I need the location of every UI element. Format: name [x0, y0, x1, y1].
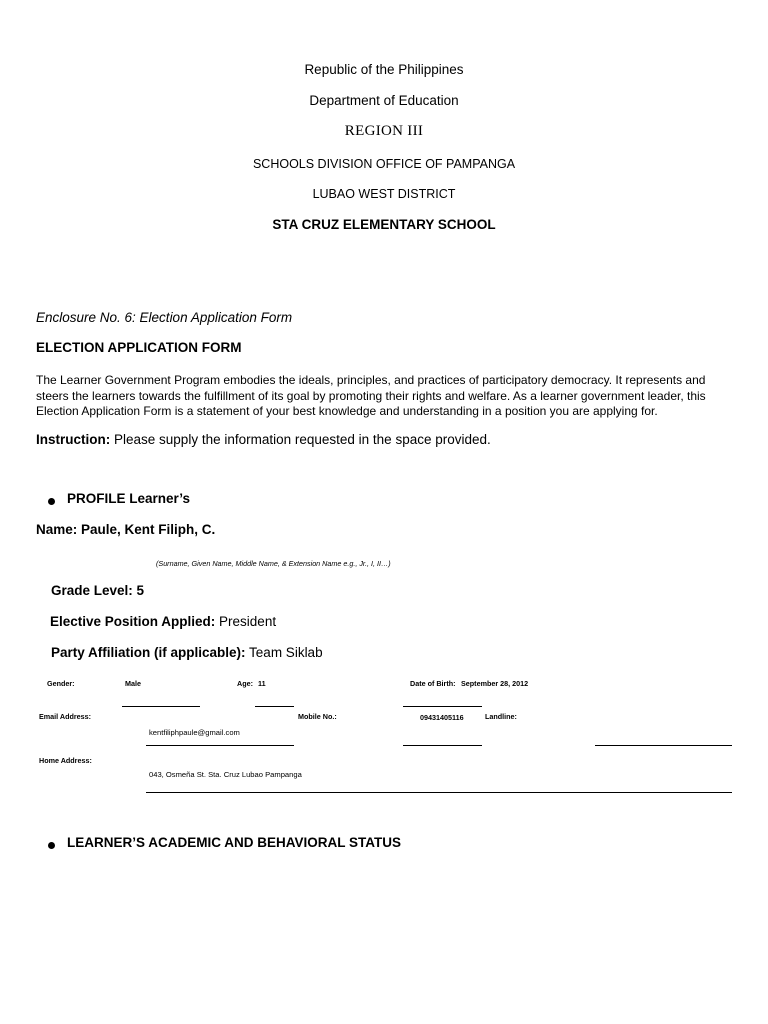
mobile-value: 09431405116	[420, 713, 464, 722]
elective-position-value: President	[219, 614, 277, 629]
landline-label: Landline:	[485, 712, 517, 721]
bullet-icon	[48, 498, 55, 505]
home-address-value: 043, Osmeña St. Sta. Cruz Lubao Pampanga	[149, 770, 302, 779]
gender-label: Gender:	[47, 679, 75, 688]
landline-underline	[595, 745, 732, 746]
enclosure-label: Enclosure No. 6: Election Application Form	[36, 310, 293, 325]
name-format-hint: (Surname, Given Name, Middle Name, & Extension Name e.g., Jr., I, II…)	[156, 559, 391, 568]
instruction-label: Instruction:	[36, 432, 111, 447]
party-affiliation-value: Team Siklab	[249, 645, 323, 660]
party-affiliation-line	[51, 645, 323, 660]
age-underline	[255, 706, 294, 707]
grade-level: Grade Level: 5	[51, 583, 145, 598]
learner-name: Name: Paule, Kent Filiph, C.	[36, 522, 216, 537]
header-school-name: STA CRUZ ELEMENTARY SCHOOL	[272, 217, 496, 232]
elective-position-line	[50, 614, 276, 629]
home-address-underline	[146, 792, 732, 793]
header-division-office: SCHOOLS DIVISION OFFICE OF PAMPANGA	[252, 157, 516, 171]
email-underline	[146, 745, 294, 746]
age-label: Age:	[237, 679, 253, 688]
header-region: REGION III	[344, 123, 424, 139]
academic-status-heading: LEARNER’S ACADEMIC AND BEHAVIORAL STATUS	[67, 835, 402, 850]
party-affiliation-label: Party Affiliation (if applicable):	[51, 645, 246, 660]
home-address-label: Home Address:	[39, 756, 92, 765]
email-value: kentfiliphpaule@gmail.com	[149, 728, 240, 737]
age-value: 11	[258, 679, 266, 688]
profile-heading: PROFILE Learner’s	[67, 491, 191, 506]
header-district: LUBAO WEST DISTRICT	[312, 187, 456, 201]
mobile-label: Mobile No.:	[298, 712, 337, 721]
form-title: ELECTION APPLICATION FORM	[36, 340, 242, 355]
instruction-line	[36, 432, 491, 447]
gender-value: Male	[125, 679, 141, 688]
dob-label: Date of Birth:	[410, 679, 456, 688]
header-department: Department of Education	[309, 93, 459, 108]
instruction-text: Please supply the information requested in the space provided.	[114, 432, 491, 447]
intro-paragraph: The Learner Government Program embodies the ideals, principles, and practices of participatory democracy. It represents and steers the learners towards the fulfillment of its goal by promoting their rights and welfare. As a learner government leader, this Election Application Form is a statement of your best knowledge and understanding in a position you are applying for.	[36, 373, 706, 418]
gender-underline	[122, 706, 200, 707]
elective-position-label: Elective Position Applied:	[50, 614, 216, 629]
dob-value: September 28, 2012	[461, 679, 529, 688]
header-republic: Republic of the Philippines	[304, 62, 464, 77]
email-label: Email Address:	[39, 712, 92, 721]
bullet-icon	[48, 842, 55, 849]
mobile-underline	[403, 745, 482, 746]
dob-underline	[403, 706, 482, 707]
